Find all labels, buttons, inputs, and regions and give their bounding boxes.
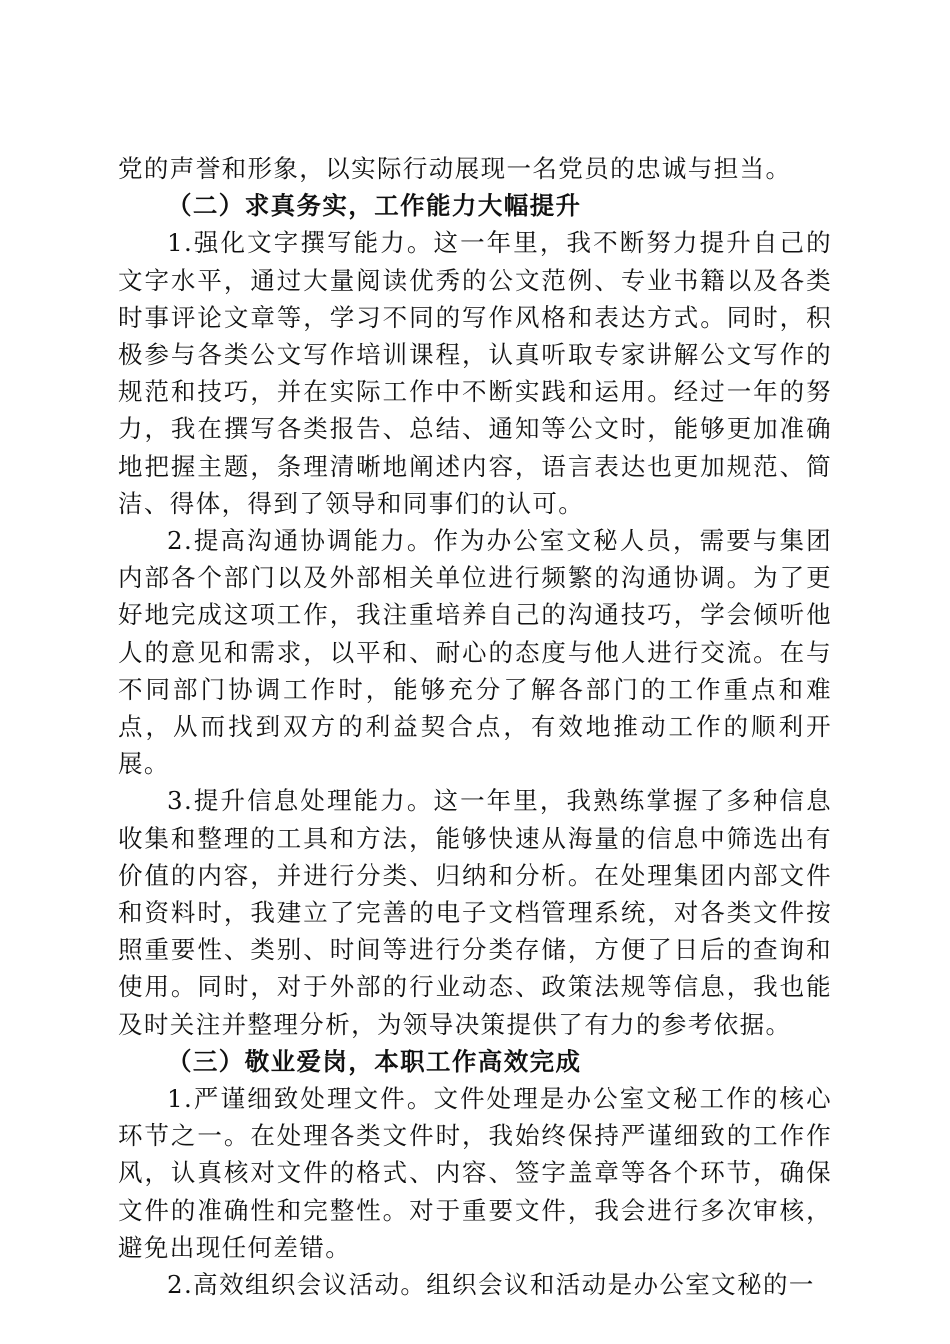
section-heading-2: （二）求真务实，工作能力大幅提升 [167, 191, 582, 221]
document-body [118, 150, 832, 1303]
paragraph-continuation: 党的声誉和形象，以实际行动展现一名党员的忠诚与担当。 [118, 154, 792, 183]
paragraph-information-processing: 3.提升信息处理能力。这一年里，我熟练掌握了多种信息收集和整理的工具和方法，能够快速从海量的信息中筛选出有价值的内容，并进行分类、归纳和分析。在处理集团内部文件和资料时，我建立了完善的电子文档管理系统，对各类文件按照重要性、类别、时间等进行分类存储，方便了日后的查询和使用。同时，对于外部的行业动态、政策法规等信息，我也能及时关注并整理分析，为领导决策提供了有力的参考依据。 [118, 786, 832, 1039]
paragraph-meeting-organization: 2.高效组织会议活动。组织会议和活动是办公室文秘的一 [167, 1270, 815, 1300]
paragraph-document-handling: 1.严谨细致处理文件。文件处理是办公室文秘工作的核心环节之一。在处理各类文件时，我始终保持严谨细致的工作作风，认真核对文件的格式、内容、签字盖章等各个环节，确保文件的准确性和完整性。对于重要文件，我会进行多次审核，避免出现任何差错。 [118, 1084, 832, 1262]
paragraph-communication-ability: 2.提高沟通协调能力。作为办公室文秘人员，需要与集团内部各个部门以及外部相关单位进行频繁的沟通协调。为了更好地完成这项工作，我注重培养自己的沟通技巧，学会倾听他人的意见和需求，以平和、耐心的态度与他人进行交流。在与不同部门协调工作时，能够充分了解各部门的工作重点和难点，从而找到双方的利益契合点，有效地推动工作的顺利开展。 [118, 526, 832, 779]
paragraph-writing-ability: 1.强化文字撰写能力。这一年里，我不断努力提升自己的文字水平，通过大量阅读优秀的公文范例、专业书籍以及各类时事评论文章等，学习不同的写作风格和表达方式。同时，积极参与各类公文写作培训课程，认真听取专家讲解公文写作的规范和技巧，并在实际工作中不断实践和运用。经过一年的努力，我在撰写各类报告、总结、通知等公文时，能够更加准确地把握主题，条理清晰地阐述内容，语言表达也更加规范、简洁、得体，得到了领导和同事们的认可。 [118, 228, 832, 518]
section-heading-3: （三）敬业爱岗，本职工作高效完成 [167, 1046, 582, 1076]
